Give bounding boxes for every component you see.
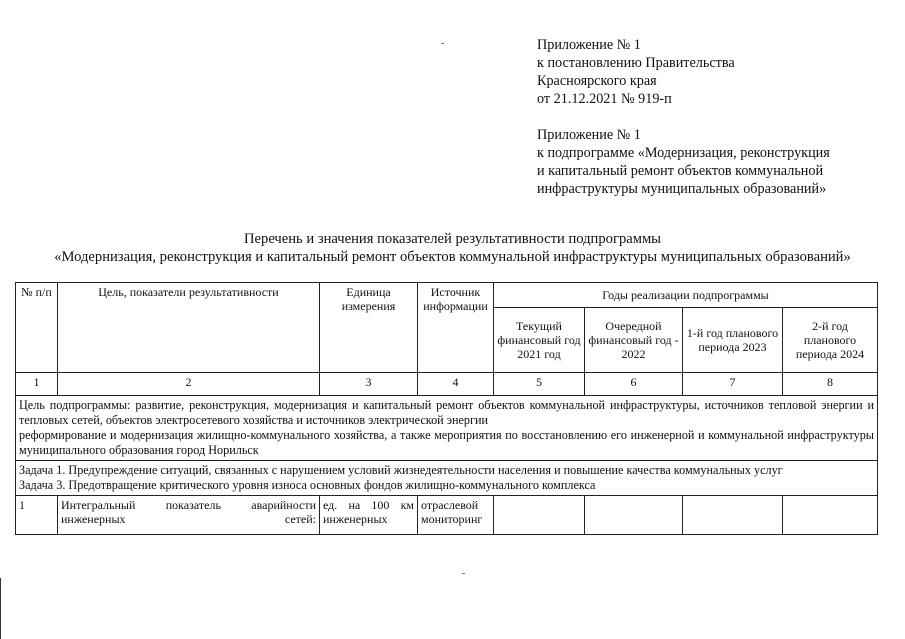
header-year-2024: 2-й год планового периода 2024 [783, 308, 878, 373]
appendix-line: к постановлению Правительства [537, 55, 735, 71]
row-unit [320, 496, 418, 535]
col-number: 3 [320, 373, 418, 396]
header-num: № п/п [16, 283, 58, 373]
appendix-line: Приложение № 1 [537, 127, 641, 143]
goal-text: Цель подпрограммы: развитие, реконструкция, модернизация и капитальный ремонт объектов коммунальной инфраструктуры, источников тепловой энергии и тепловых сетей, объектов электросетевого хозяйства и источников электрической энергии [19, 398, 875, 427]
task-text: Задача 3. Предотвращение критического уровня износа основных фондов жилищно-коммунального комплекса [19, 478, 596, 492]
col-number: 1 [16, 373, 58, 396]
tasks-cell [16, 461, 878, 496]
col-number: 6 [585, 373, 683, 396]
header-year-2023: 1-й год планового периода 2023 [683, 308, 783, 373]
title-line-2: «Модернизация, реконструкция и капитальный ремонт объектов коммунальной инфраструктуры муниципальных образований» [54, 249, 851, 265]
appendix-line: к подпрограмме «Модернизация, реконструкция [537, 145, 830, 161]
title-line-1: Перечень и значения показателей результативности подпрограммы [244, 231, 661, 247]
document-title [0, 230, 905, 266]
appendix-line: инфраструктуры муниципальных образований» [537, 181, 827, 197]
goal-cell [16, 396, 878, 461]
row-value-2021 [494, 496, 585, 535]
row-value-2023 [683, 496, 783, 535]
row-value-2022 [585, 496, 683, 535]
indicators-table [15, 282, 878, 535]
appendix-header [537, 36, 877, 198]
column-number-row [16, 373, 878, 396]
unit-text: ед. на 100 км инженерных [323, 498, 414, 526]
appendix-block-decree [537, 36, 877, 108]
header-year-2022: Очередной финансовый год - 2022 [585, 308, 683, 373]
col-number: 8 [783, 373, 878, 396]
col-number: 5 [494, 373, 585, 396]
row-indicator [58, 496, 320, 535]
task-text: Задача 1. Предупреждение ситуаций, связанных с нарушением условий жизнедеятельности населения и повышение качества коммунальных услуг [19, 463, 783, 477]
appendix-line: и капитальный ремонт объектов коммунальной [537, 163, 824, 179]
col-number: 7 [683, 373, 783, 396]
goal-text: реформирование и модернизация жилищно-коммунального хозяйства, а также мероприятия по восстановлению его инженерной и коммунальной инфраструктуры муниципального образования город Норильск [19, 428, 875, 457]
scan-speck [462, 573, 465, 574]
tasks-row [16, 461, 878, 496]
col-number: 2 [58, 373, 320, 396]
goal-row [16, 396, 878, 461]
header-row [16, 283, 878, 308]
row-value-2024 [783, 496, 878, 535]
appendix-block-subprogram [537, 126, 877, 198]
row-num: 1 [16, 496, 58, 535]
header-unit: Единица измерения [320, 283, 418, 373]
indicator-row [16, 496, 878, 535]
header-year-2021: Текущий финансовый год 2021 год [494, 308, 585, 373]
col-number: 4 [418, 373, 494, 396]
header-goal: Цель, показатели результативности [58, 283, 320, 373]
scan-speck [441, 43, 444, 44]
header-years-group: Годы реализации подпрограммы [494, 283, 878, 308]
row-source: отраслевой мониторинг [418, 496, 494, 535]
appendix-line: Приложение № 1 [537, 37, 641, 53]
scan-edge-line [0, 578, 1, 639]
appendix-line: Красноярского края [537, 73, 657, 89]
appendix-line: от 21.12.2021 № 919-п [537, 91, 672, 107]
header-source: Источник информации [418, 283, 494, 373]
indicator-text: Интегральный показатель аварийности инженерных сетей: [61, 498, 316, 526]
